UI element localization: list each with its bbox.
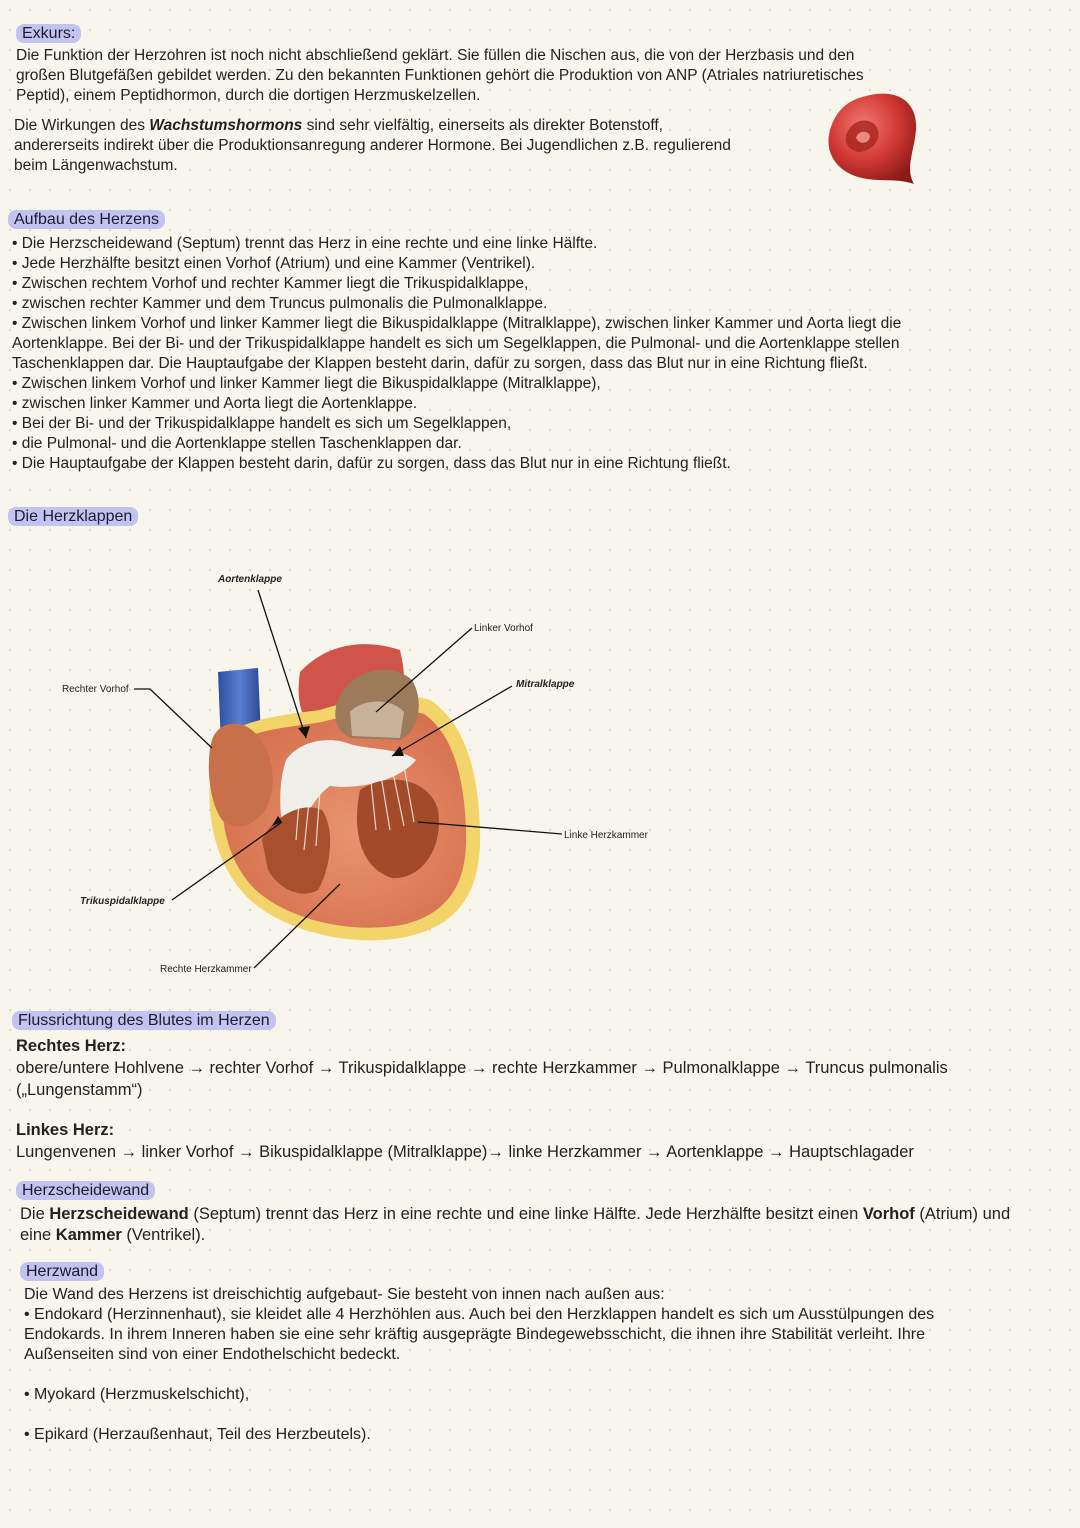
herzwand-epikard: • Epikard (Herzaußenhaut, Teil des Herzbeutels). <box>24 1426 371 1443</box>
left-ventricle-cavity <box>357 780 439 878</box>
herzwand-line: • Endokard (Herzinnenhaut), sie kleidet alle 4 Herzhöhlen aus. Auch bei den Herzklappen handelt es sich um Ausstülpungen des <box>24 1306 935 1323</box>
label-rechter-vorhof: Rechter Vorhof <box>62 684 129 695</box>
growth-line: beim Längenwachstum. <box>14 157 178 174</box>
fluss-title: Flussrichtung des Blutes im Herzen <box>12 1011 276 1030</box>
label-aortenklappe: Aortenklappe <box>218 574 282 585</box>
scheidewand-text: (Atrium) und <box>914 1205 1011 1223</box>
leader-linke-herzkammer <box>418 822 562 834</box>
scheidewand-text: (Ventrikel). <box>121 1226 206 1244</box>
exkurs-line: Peptid), einem Peptidhormon, durch die dortigen Herzmuskelzellen. <box>16 87 481 104</box>
herzwand-line: Außenseiten sind von einer Endothelschicht bedeckt. <box>24 1346 401 1363</box>
label-trikuspidalklappe: Trikuspidalklappe <box>80 896 165 907</box>
scheidewand-text: eine <box>20 1226 56 1244</box>
label-mitralklappe: Mitralklappe <box>516 679 575 690</box>
herzwand-line: Endokards. In ihrem Inneren haben sie eine sehr kräftig ausgeprägte Bindegewebsschicht, die ihnen ihre Stabilität verleiht. Ihre <box>24 1326 925 1343</box>
aufbau-line: • die Pulmonal- und die Aortenklappe stellen Taschenklappen dar. <box>12 435 462 452</box>
aufbau-line: • Zwischen rechtem Vorhof und rechter Kammer liegt die Trikuspidalklappe, <box>12 275 529 292</box>
aorta <box>299 644 404 740</box>
scheidewand-heading <box>16 1181 155 1201</box>
herzwand-title: Herzwand <box>20 1262 104 1281</box>
herzwand-body <box>24 1285 934 1445</box>
label-linke-herzkammer: Linke Herzkammer <box>564 830 648 841</box>
aufbau-title: Aufbau des Herzens <box>8 210 165 229</box>
growth-bold: Wachstumshormons <box>149 117 303 134</box>
herzwand-myokard: • Myokard (Herzmuskelschicht), <box>24 1386 250 1403</box>
leader-aortenklappe <box>258 590 306 738</box>
aufbau-list <box>12 234 901 474</box>
fluss-links-line: Lungenvenen → linker Vorhof → Bikuspidalklappe (Mitralklappe)→ linke Herzkammer → Aortenklappe → Hauptschlagader <box>16 1143 914 1161</box>
exkurs-line: großen Blutgefäßen gebildet werden. Zu den bekannten Funktionen gehört die Produktion von ANP (Atriales natriuretisches <box>16 67 864 84</box>
right-atrium <box>209 724 273 827</box>
scheidewand-bold: Vorhof <box>862 1205 915 1223</box>
aufbau-line: • Die Hauptaufgabe der Klappen besteht darin, dafür zu sorgen, dass das Blut nur in eine Richtung fließt. <box>12 455 731 472</box>
fluss-links-title: Linkes Herz: <box>16 1121 115 1139</box>
label-linker-vorhof: Linker Vorhof <box>474 623 533 634</box>
scheidewand-bold: Kammer <box>55 1226 122 1244</box>
exkurs-paragraph <box>16 46 864 106</box>
fluss-heading <box>12 1011 276 1031</box>
leader-rechter-vorhof <box>134 689 212 748</box>
exkurs-section <box>16 24 81 44</box>
left-atrium <box>335 670 418 740</box>
exkurs-title: Exkurs: <box>16 24 81 43</box>
scheidewand-text: Die <box>20 1205 50 1223</box>
aufbau-line: • Zwischen linkem Vorhof und linker Kammer liegt die Bikuspidalklappe (Mitralklappe), zwischen linker Kammer und Aorta liegt die <box>12 315 902 332</box>
aufbau-line: • zwischen linker Kammer und Aorta liegt die Aortenklappe. <box>12 395 418 412</box>
aufbau-line: • Zwischen linkem Vorhof und linker Kammer liegt die Bikuspidalklappe (Mitralklappe), <box>12 375 601 392</box>
herzklappen-heading <box>8 507 138 527</box>
herzwand-heading <box>20 1262 104 1282</box>
right-ventricle-cavity <box>262 807 330 893</box>
scheidewand-body <box>20 1204 1010 1246</box>
fluss-body <box>16 1035 948 1163</box>
fluss-rechts-line: („Lungenstamm“) <box>16 1081 143 1099</box>
aufbau-line: • Die Herzscheidewand (Septum) trennt das Herz in eine rechte und eine linke Hälfte. <box>12 235 598 252</box>
leader-trikuspidalklappe <box>172 822 282 900</box>
aufbau-line: • Bei der Bi- und der Trikuspidalklappe handelt es sich um Segelklappen, <box>12 415 512 432</box>
aufbau-heading <box>8 210 165 230</box>
leader-mitralklappe <box>392 686 512 756</box>
leader-rechte-herzkammer <box>254 884 340 968</box>
aufbau-line: • Jede Herzhälfte besitzt einen Vorhof (Atrium) und eine Kammer (Ventrikel). <box>12 255 536 272</box>
valve-tissue <box>280 740 416 850</box>
growth-pre: Die Wirkungen des <box>14 117 150 134</box>
scheidewand-bold: Herzscheidewand <box>49 1205 189 1223</box>
leader-linker-vorhof <box>376 628 472 712</box>
scheidewand-title: Herzscheidewand <box>16 1181 155 1200</box>
myocardium <box>222 711 466 928</box>
growth-post: sind sehr vielfältig, einerseits als direkter Botenstoff, <box>302 117 663 134</box>
exkurs-line: Die Funktion der Herzohren ist noch nicht abschließend geklärt. Sie füllen die Nischen aus, die von der Herzbasis und den <box>16 47 855 64</box>
growth-line: andererseits indirekt über die Produktionsanregung anderer Hormone. Bei Jugendlichen z.B. regulierend <box>14 137 731 154</box>
fluss-rechts-title: Rechtes Herz: <box>16 1037 127 1055</box>
scheidewand-text: (Septum) trennt das Herz in eine rechte und eine linke Hälfte. Jede Herzhälfte besitzt einen <box>188 1205 863 1223</box>
heart-outer-wall <box>210 696 481 941</box>
label-rechte-herzkammer: Rechte Herzkammer <box>160 964 252 975</box>
aufbau-line: Taschenklappen dar. Die Hauptaufgabe der Klappen besteht darin, dafür zu sorgen, dass das Blut nur in eine Richtung fließt. <box>12 355 868 372</box>
fluss-rechts-line: obere/untere Hohlvene → rechter Vorhof → Trikuspidalklappe → rechte Herzkammer → Pulmonalklappe → Truncus pulmonalis <box>16 1059 948 1077</box>
herzwand-line: Die Wand des Herzens ist dreischichtig aufgebaut- Sie besteht von innen nach außen aus: <box>24 1286 665 1303</box>
vena-cava <box>218 668 262 770</box>
aufbau-line: • zwischen rechter Kammer und dem Truncus pulmonalis die Pulmonalklappe. <box>12 295 548 312</box>
herzklappen-title: Die Herzklappen <box>8 507 138 526</box>
growth-paragraph <box>14 116 731 176</box>
aufbau-line: Aortenklappe. Bei der Bi- und der Trikuspidalklappe handelt es sich um Segelklappen, die Pulmonal- und die Aortenklappe stellen <box>12 335 900 352</box>
